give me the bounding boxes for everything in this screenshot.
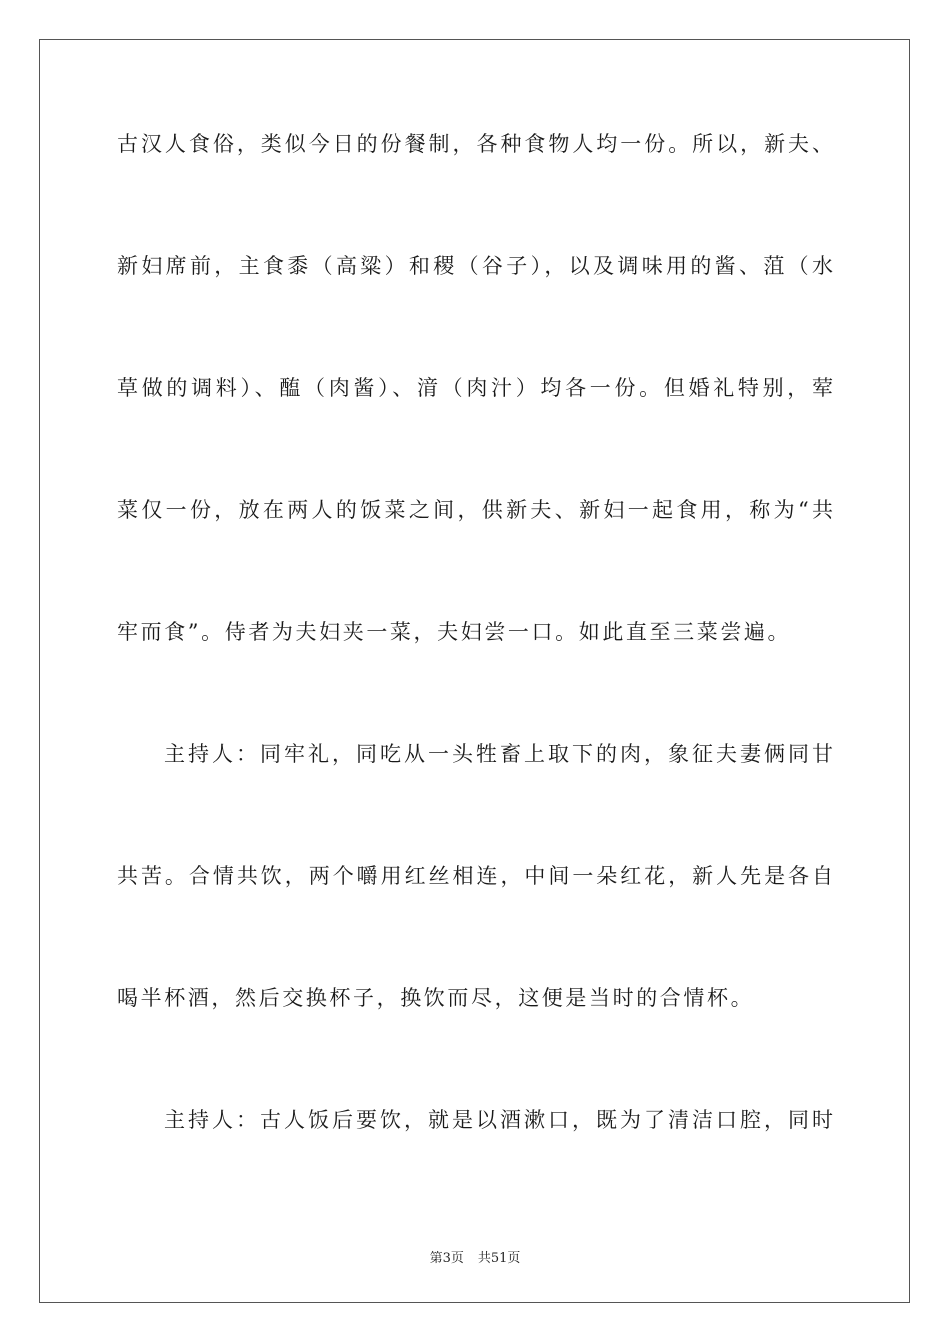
text-line: 菜仅一份，放在两人的饭菜之间，供新夫、新妇一起食用，称为“共	[117, 498, 833, 522]
text-line: 喝半杯酒，然后交换杯子，换饮而尽，这便是当时的合情杯。	[117, 986, 755, 1010]
document-body	[117, 128, 833, 1226]
text-line: 主持人：同牢礼，同吃从一头牲畜上取下的肉，象征夫妻俩同甘	[164, 742, 833, 766]
text-line: 新妇席前，主食黍（高粱）和稷（谷子），以及调味用的酱、菹（水	[117, 254, 833, 278]
page-footer	[0, 1247, 950, 1266]
text-line: 牢而食”。侍者为夫妇夹一菜，夫妇尝一口。如此直至三菜尝遍。	[117, 620, 792, 644]
page-total: 共51页	[477, 1251, 521, 1266]
text-line: 共苦。合情共饮，两个嚼用红丝相连，中间一朵红花，新人先是各自	[117, 864, 833, 888]
text-line: 主持人：古人饭后要饮，就是以酒漱口，既为了清洁口腔，同时	[164, 1108, 833, 1132]
text-line: 草做的调料）、醢（肉酱）、湇（肉汁）均各一份。但婚礼特别，荤	[117, 376, 833, 400]
text-line: 古汉人食俗，类似今日的份餐制，各种食物人均一份。所以，新夫、	[117, 132, 833, 156]
page-number: 第3页	[429, 1251, 464, 1266]
